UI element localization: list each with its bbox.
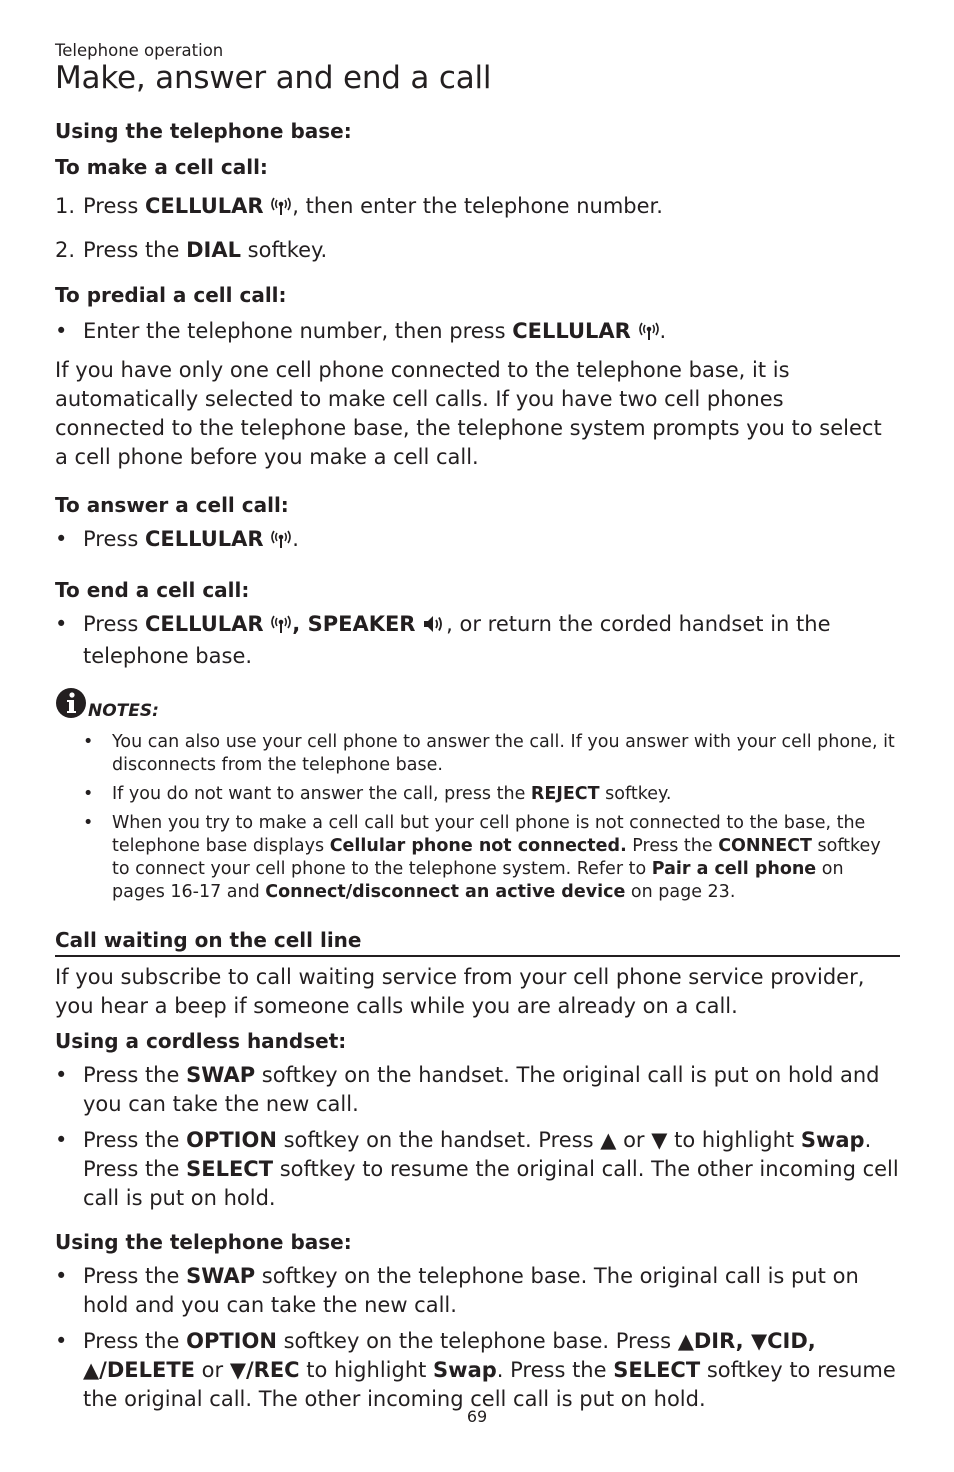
notes-header [55,685,900,723]
cellular-icon [270,528,292,557]
info-icon [55,687,87,723]
down-arrow-icon: ▼ [750,1329,768,1353]
answer-item: • Press CELLULAR . [55,525,900,557]
cellular-icon [270,195,292,224]
up-arrow-icon: ▲ [83,1358,100,1382]
base-heading-2: Using the telephone base: [55,1230,352,1254]
notes-label: NOTES: [88,701,159,721]
notes-list [55,731,900,904]
make-steps [55,192,900,265]
down-arrow-icon: ▼ [651,1128,668,1152]
down-arrow-icon: ▼ [229,1358,246,1382]
up-arrow-icon: ▲ [600,1128,617,1152]
make-heading: To make a cell call: [55,155,268,179]
answer-heading: To answer a cell call: [55,493,289,517]
section-label: Telephone operation [55,41,224,60]
page-number: 69 [466,1407,488,1426]
end-heading: To end a cell call: [55,578,250,602]
make-step-2: 2. Press the DIAL softkey. [55,238,328,262]
page-title: Make, answer and end a call [55,60,492,96]
up-arrow-icon: ▲ [677,1329,694,1353]
predial-item: • Enter the telephone number, then press CELLULAR . [55,317,900,349]
predial-paragraph: If you have only one cell phone connected to the telephone base, it is automatically selected to make cell calls. If you have two cell phones connected to the telephone base, the telephone system prompts you to select a cell phone before you make a cell call. [55,358,882,469]
handset-item-2: • Press the OPTION softkey on the handset. Press ▲ or ▼ to highlight Swap. Press the SELECT softkey to resume the original call. The other incoming cell call is put on hold. [55,1128,899,1210]
predial-list [55,317,900,349]
predial-heading: To predial a cell call: [55,283,287,307]
end-item: • Press CELLULAR , SPEAKER , or return the corded handset in the telephone base. [55,612,831,668]
handset-item-1: • Press the SWAP softkey on the handset. The original call is put on hold and you can take the new call. [55,1063,880,1116]
base-item-1: • Press the SWAP softkey on the telephone base. The original call is put on hold and you can take the new call. [55,1264,859,1317]
note-2: • If you do not want to answer the call, press the REJECT softkey. [83,784,672,804]
note-1: • You can also use your cell phone to answer the call. If you answer with your cell phone, it disconnects from the telephone base. [83,732,895,775]
base-list [55,1262,900,1414]
answer-list [55,525,900,557]
cellular-icon [270,613,292,642]
base-heading: Using the telephone base: [55,119,352,143]
content-flow [55,116,900,1414]
end-list [55,610,900,671]
make-step-1: 1. Press CELLULAR , then enter the telephone number. [55,192,900,224]
handset-list [55,1061,900,1213]
cellular-icon [638,320,660,349]
call-waiting-intro: If you subscribe to call waiting service from your cell phone service provider, you hear a beep if someone calls while you are already on a call. [55,965,865,1018]
base-item-2: • Press the OPTION softkey on the telephone base. Press ▲DIR, ▼CID, ▲/DELETE or ▼/REC to highlight Swap. Press the SELECT softkey to resume the original call. The other incoming cell call is put on hold. [55,1329,896,1411]
speaker-icon [422,613,446,642]
handset-heading: Using a cordless handset: [55,1029,347,1053]
note-3: • When you try to make a cell call but your cell phone is not connected to the base, the telephone base displays Cellular phone not connected. Press the CONNECT softkey to connect your cell phone to the telephone system. Refer to Pair a cell phone on pages 16-17 and Connect/disconnect an active device on page 23. [83,813,881,902]
call-waiting-heading: Call waiting on the cell line [55,926,900,957]
